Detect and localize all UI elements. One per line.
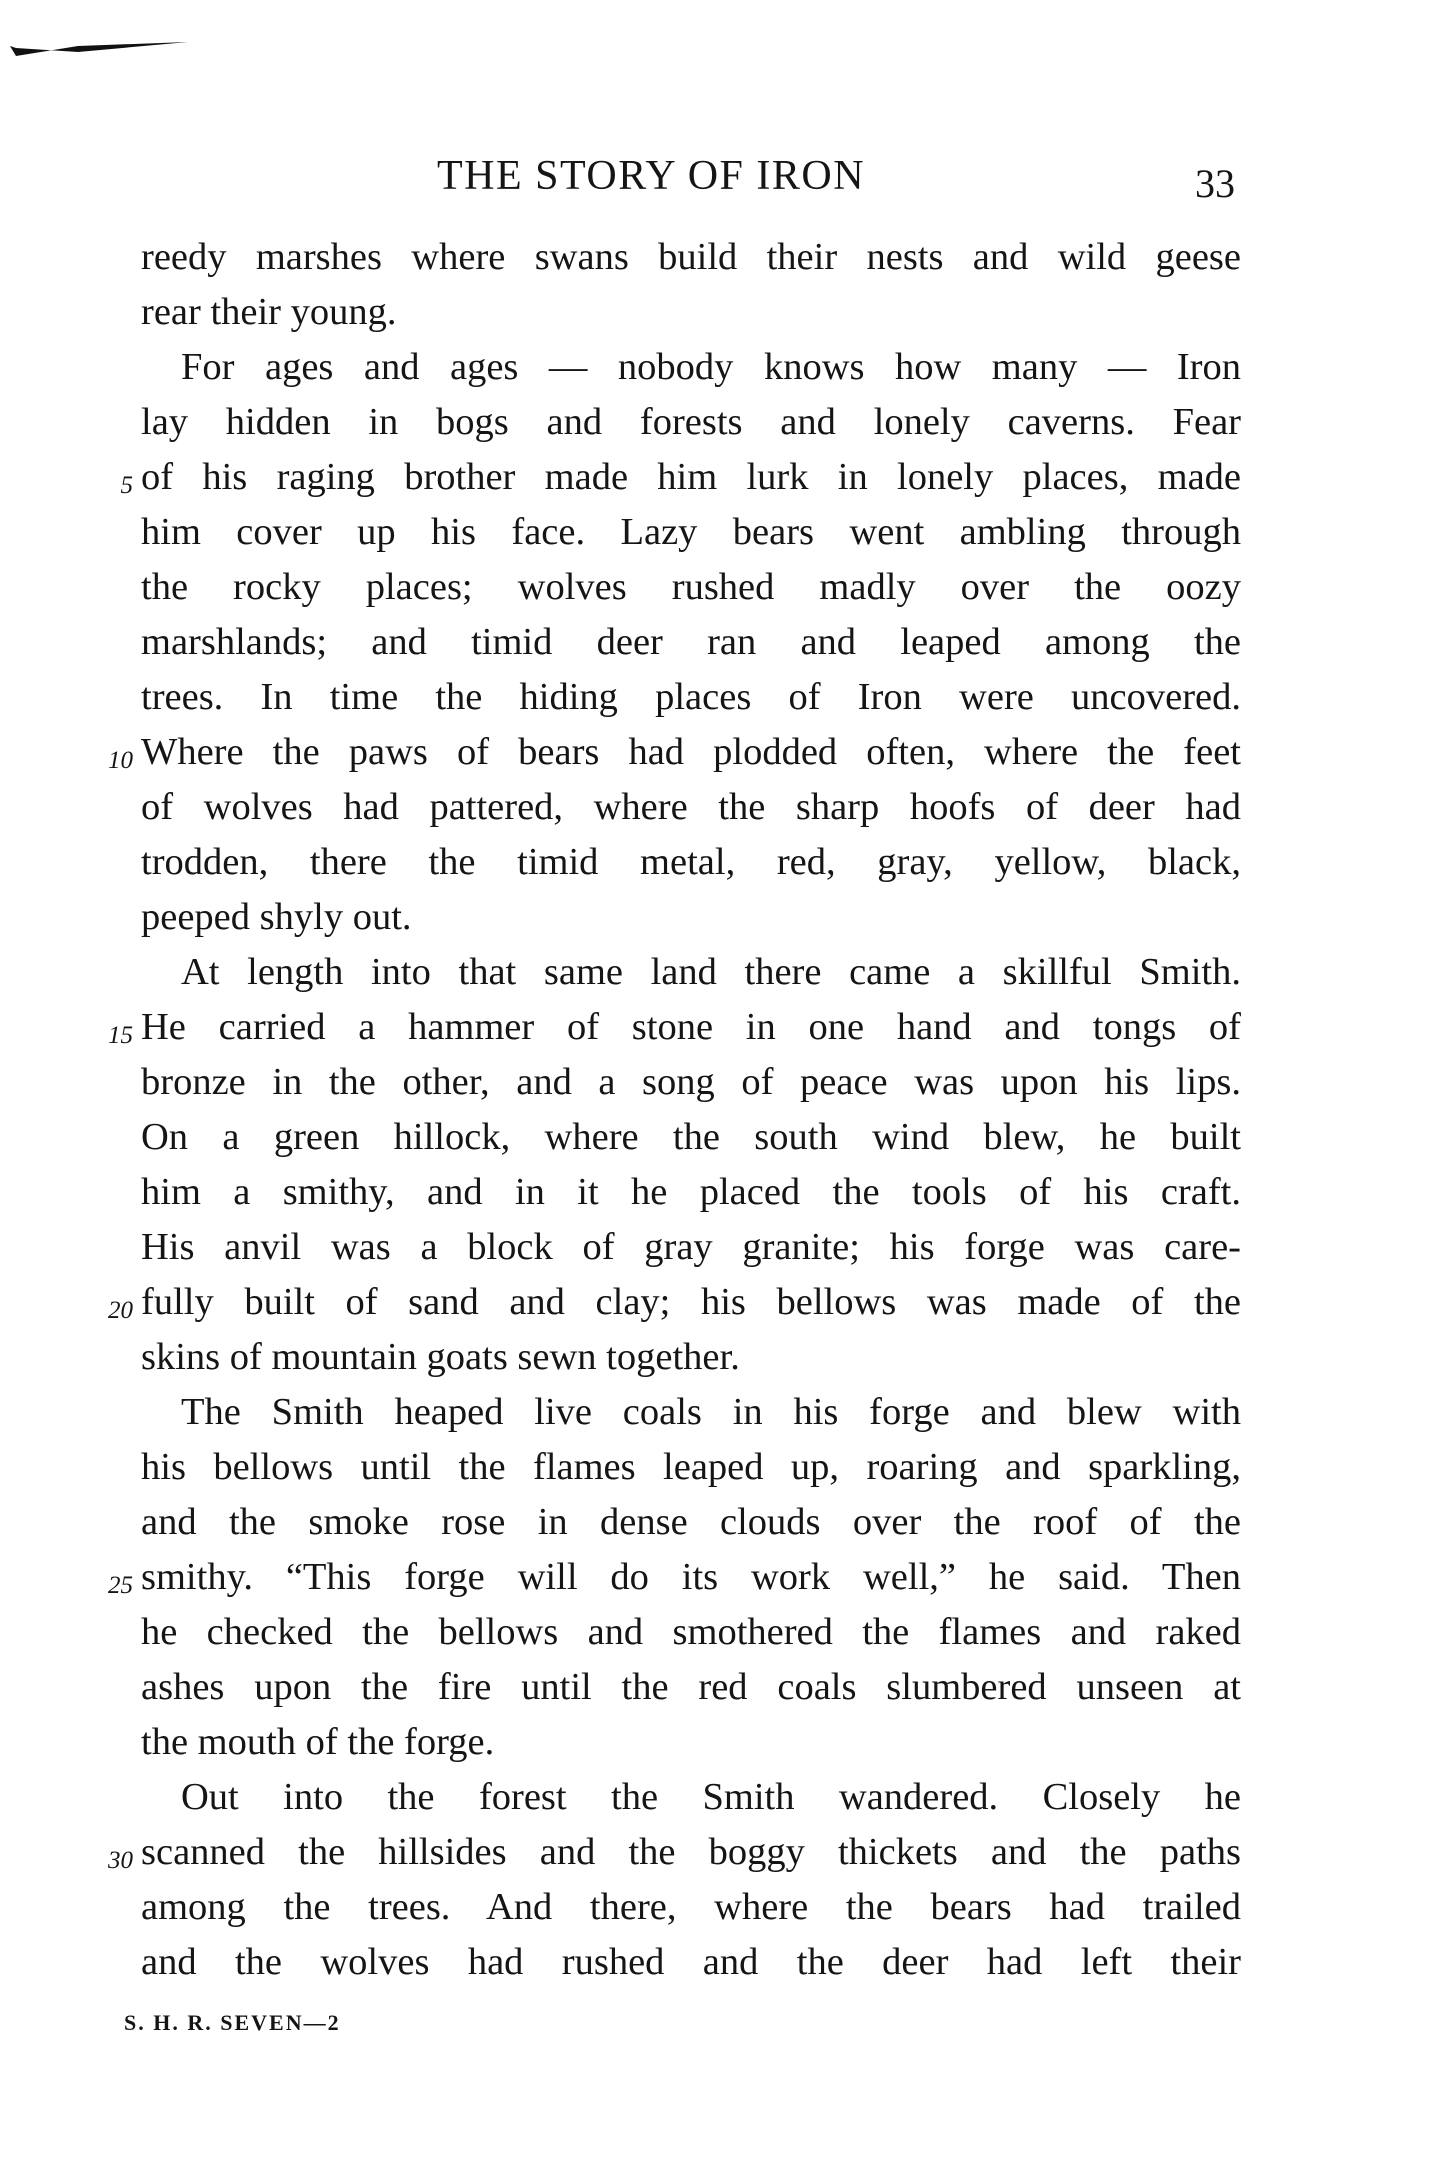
text-line: The Smith heaped live coals in his forge and blew with [181, 1391, 1241, 1433]
text-line: the mouth of the forge. [141, 1721, 495, 1763]
text-line: His anvil was a block of gray granite; his forge was care- [141, 1226, 1241, 1268]
text-line: him cover up his face. Lazy bears went ambling through [141, 511, 1241, 553]
text-line: and the smoke rose in dense clouds over the roof of the [141, 1501, 1241, 1543]
line-number: 20 [108, 1297, 133, 1324]
page-header [0, 152, 1449, 212]
page-number: 33 [1195, 161, 1235, 206]
line-number: 10 [108, 747, 133, 774]
text-line: marshlands; and timid deer ran and leaped among the [141, 621, 1241, 663]
line-number: 30 [108, 1847, 133, 1874]
text-line: his bellows until the flames leaped up, roaring and sparkling, [141, 1446, 1241, 1488]
text-line: him a smithy, and in it he placed the tools of his craft. [141, 1171, 1241, 1213]
text-line: For ages and ages — nobody knows how many — Iron [181, 346, 1241, 388]
text-line: 15 He carried a hammer of stone in one hand and tongs of [141, 1000, 1241, 1055]
text-line: 5 of his raging brother made him lurk in lonely places, made [141, 450, 1241, 505]
text-line: skins of mountain goats sewn together. [141, 1336, 740, 1378]
body-text [108, 230, 1241, 1990]
signature-mark: S. H. R. SEVEN—2 [124, 2010, 341, 2035]
text-line: trees. In time the hiding places of Iron were uncovered. [141, 676, 1241, 718]
text-line: of wolves had pattered, where the sharp hoofs of deer had [141, 786, 1241, 828]
text-line: 25 smithy. “This forge will do its work well,” he said. Then [141, 1550, 1241, 1605]
line-number: 5 [120, 472, 133, 499]
text-line: reedy marshes where swans build their nests and wild geese [141, 236, 1241, 278]
text-line: and the wolves had rushed and the deer had left their [141, 1941, 1241, 1983]
line-number: 25 [108, 1572, 133, 1599]
text-line: the rocky places; wolves rushed madly over the oozy [141, 566, 1241, 608]
running-title: THE STORY OF IRON [437, 153, 866, 199]
text-line: Out into the forest the Smith wandered. Closely he [181, 1776, 1241, 1818]
text-line: lay hidden in bogs and forests and lonely caverns. Fear [141, 401, 1241, 443]
text-line: 10 Where the paws of bears had plodded often, where the feet [141, 725, 1241, 780]
text-line: among the trees. And there, where the bears had trailed [141, 1886, 1241, 1928]
text-line: 20 fully built of sand and clay; his bellows was made of the [141, 1275, 1241, 1330]
text-line: peeped shyly out. [141, 896, 412, 938]
text-line: ashes upon the fire until the red coals slumbered unseen at [141, 1666, 1241, 1708]
text-line: On a green hillock, where the south wind blew, he built [141, 1116, 1241, 1158]
text-line: At length into that same land there came a skillful Smith. [181, 951, 1241, 993]
printer-mark-icon [8, 26, 190, 66]
text-line: bronze in the other, and a song of peace was upon his lips. [141, 1061, 1241, 1103]
text-line: trodden, there the timid metal, red, gray, yellow, black, [141, 841, 1241, 883]
text-line: rear their young. [141, 291, 397, 333]
text-line: he checked the bellows and smothered the flames and raked [141, 1611, 1241, 1653]
text-line: 30 scanned the hillsides and the boggy thickets and the paths [141, 1825, 1241, 1880]
line-number: 15 [108, 1022, 133, 1049]
